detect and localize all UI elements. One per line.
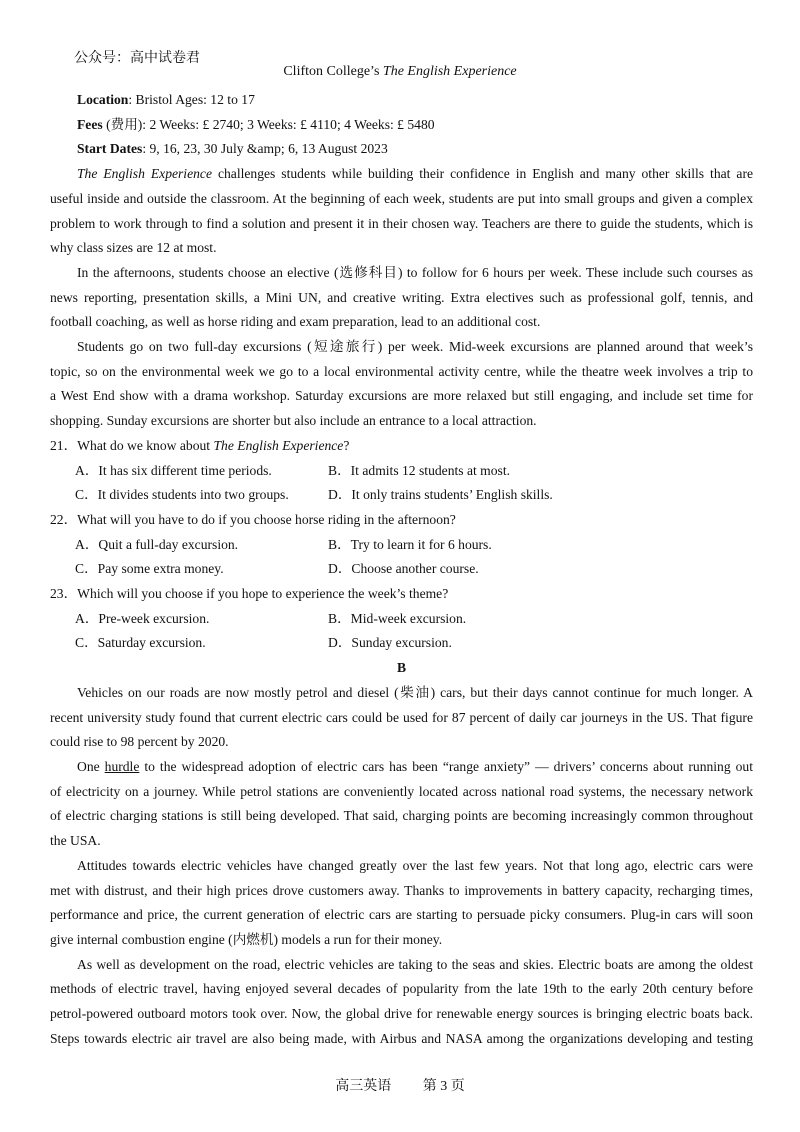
option-c: C．It divides students into two groups. [75,487,289,503]
option-b: B．Mid-week excursion. [328,610,467,626]
b4-line: Steps towards electric air travel are also being made, with Airbus and NASA among the organizations developing and testing [50,1030,753,1046]
b2-line: the USA. [50,833,101,849]
location-value: : Bristol Ages: 12 to 17 [128,92,255,107]
p1-line: why class sizes are 12 at most. [50,240,217,256]
question-22-stem: 22．What will you have to do if you choose horse riding in the afternoon? [50,511,456,527]
b3-line: give internal combustion engine (内燃机) models a run for their money. [50,931,443,947]
b4-line: petrol-powered outboard motors took over. Now, the global drive for renewable energy sources is bringing electric boats back. [50,1006,753,1022]
dates-label: Start Dates [77,141,143,157]
q21-stem-end: ? [343,437,350,453]
fees-label: Fees [77,116,103,132]
p1-text: challenges students while building their confidence in English and many other skills that are [212,166,754,182]
option-d: D．Choose another course. [328,561,479,577]
option-c: C．Saturday excursion. [75,635,206,651]
question-23-stem: 23．Which will you choose if you hope to experience the week’s theme? [50,586,449,602]
p3-line: shopping. Sunday excursions are shorter but also include an entrance to a local attraction. [50,413,537,429]
title-italic: The English Experience [382,64,517,79]
question-23-options-row [50,607,753,632]
p1-line: useful inside and outside the classroom. At the beginning of each week, students are put into small groups and given a complex [50,190,753,206]
option-b: B．It admits 12 students at most. [328,462,511,478]
p2-line: news reporting, presentation skills, a Mini UN, and creative writing. Extra electives such as professional golf, tennis, and [50,289,753,305]
b2-line: of electric charging stations is still being developed. That said, charging points are becoming increasingly common throughout [50,808,753,824]
b2-text: to the widespread adoption of electric cars has been “range anxiety” — drivers’ concerns about running out [139,758,754,774]
b2-line: of electricity on a journey. While petrol stations are conveniently located across national road systems, the necessary network [50,783,753,799]
question-22-options-row [50,557,753,582]
fees-line [50,113,753,138]
question-23-options-row [50,631,753,656]
b3-line: met with distrust, and their high prices drove customers away. Thanks to improvements in battery capacity, recharging times, [50,882,753,898]
p1-line [50,162,753,187]
footer-page-number: 第 3 页 [422,1079,465,1094]
b1-line: Vehicles on our roads are now mostly petrol and diesel (柴油) cars, but their days cannot continue for much longer. A [77,684,753,700]
p3-line: a West End show with a drama workshop. Saturday excursions are more relaxed but still engaging, and include set time for [50,388,753,404]
p1-line: problem to work through to find a solution and present it in their chosen way. Teachers are there to guide the students, which is [50,215,753,231]
question-21-options-row [50,459,753,484]
option-a: A．Quit a full-day excursion. [75,536,239,552]
b3-line: performance and price, the current generation of electric cars are starting to persuade picky consumers. Plug-in cars will soon [50,907,753,923]
p2-line: In the afternoons, students choose an elective (选修科目) to follow for 6 hours per week. These include such courses as [77,264,753,280]
p3-line: Students go on two full-day excursions (短途旅行) per week. Mid-week excursions are planned around that week’s [77,339,753,355]
location-line [50,88,753,113]
page-header: 公众号：高中试卷君 [74,51,200,66]
b4-line: methods of electric travel, having enjoyed several decades of popularity from the late 19th to the early 20th century before [50,981,753,997]
page-footer [0,1075,800,1095]
p3-line: topic, so on the environmental week we go to a local environmental activity centre, while the theatre week involves a trip to [50,363,753,379]
dates-value: : 9, 16, 23, 30 July &amp; 6, 13 August 2023 [142,141,388,157]
title-plain: Clifton College’s [283,64,383,79]
question-22-options-row [50,533,753,558]
b2-line [50,755,753,780]
passage-title [0,64,800,80]
section-b-heading: B [396,660,407,676]
question-21-stem [50,434,753,459]
option-c: C．Pay some extra money. [75,561,224,577]
question-21-options-row [50,483,753,508]
p1-italic: The English Experience [77,166,212,182]
option-b: B．Try to learn it for 6 hours. [328,536,492,552]
b1-line: recent university study found that current electric cars could be used for 87 percent of daily car journeys in the US. That figure [50,709,753,725]
passage-body [50,88,753,1051]
b3-line: Attitudes towards electric vehicles have changed greatly over the last few years. Not that long ago, electric cars were [77,857,753,873]
option-d: D．It only trains students’ English skills. [328,487,553,503]
q21-stem-italic: The English Experience [213,437,344,453]
dates-line [50,137,753,162]
fees-value: (费用): 2 Weeks: £ 2740; 3 Weeks: £ 4110; 4 Weeks: £ 5480 [102,116,435,132]
b1-line: could rise to 98 percent by 2020. [50,734,229,750]
b2-text: One [77,758,105,774]
underlined-word: hurdle [104,758,140,774]
option-a: A．Pre-week excursion. [75,610,210,626]
q21-stem-text: 21．What do we know about [50,437,214,453]
option-d: D．Sunday excursion. [328,635,452,651]
location-label: Location [77,92,129,107]
p2-line: football coaching, as well as horse riding and exam preparation, lead to an additional cost. [50,314,541,330]
b4-line: As well as development on the road, electric vehicles are taking to the seas and skies. Electric boats are among the oldest [77,956,753,972]
option-a: A．It has six different time periods. [75,462,272,478]
footer-subject: 高三英语 [335,1079,392,1094]
